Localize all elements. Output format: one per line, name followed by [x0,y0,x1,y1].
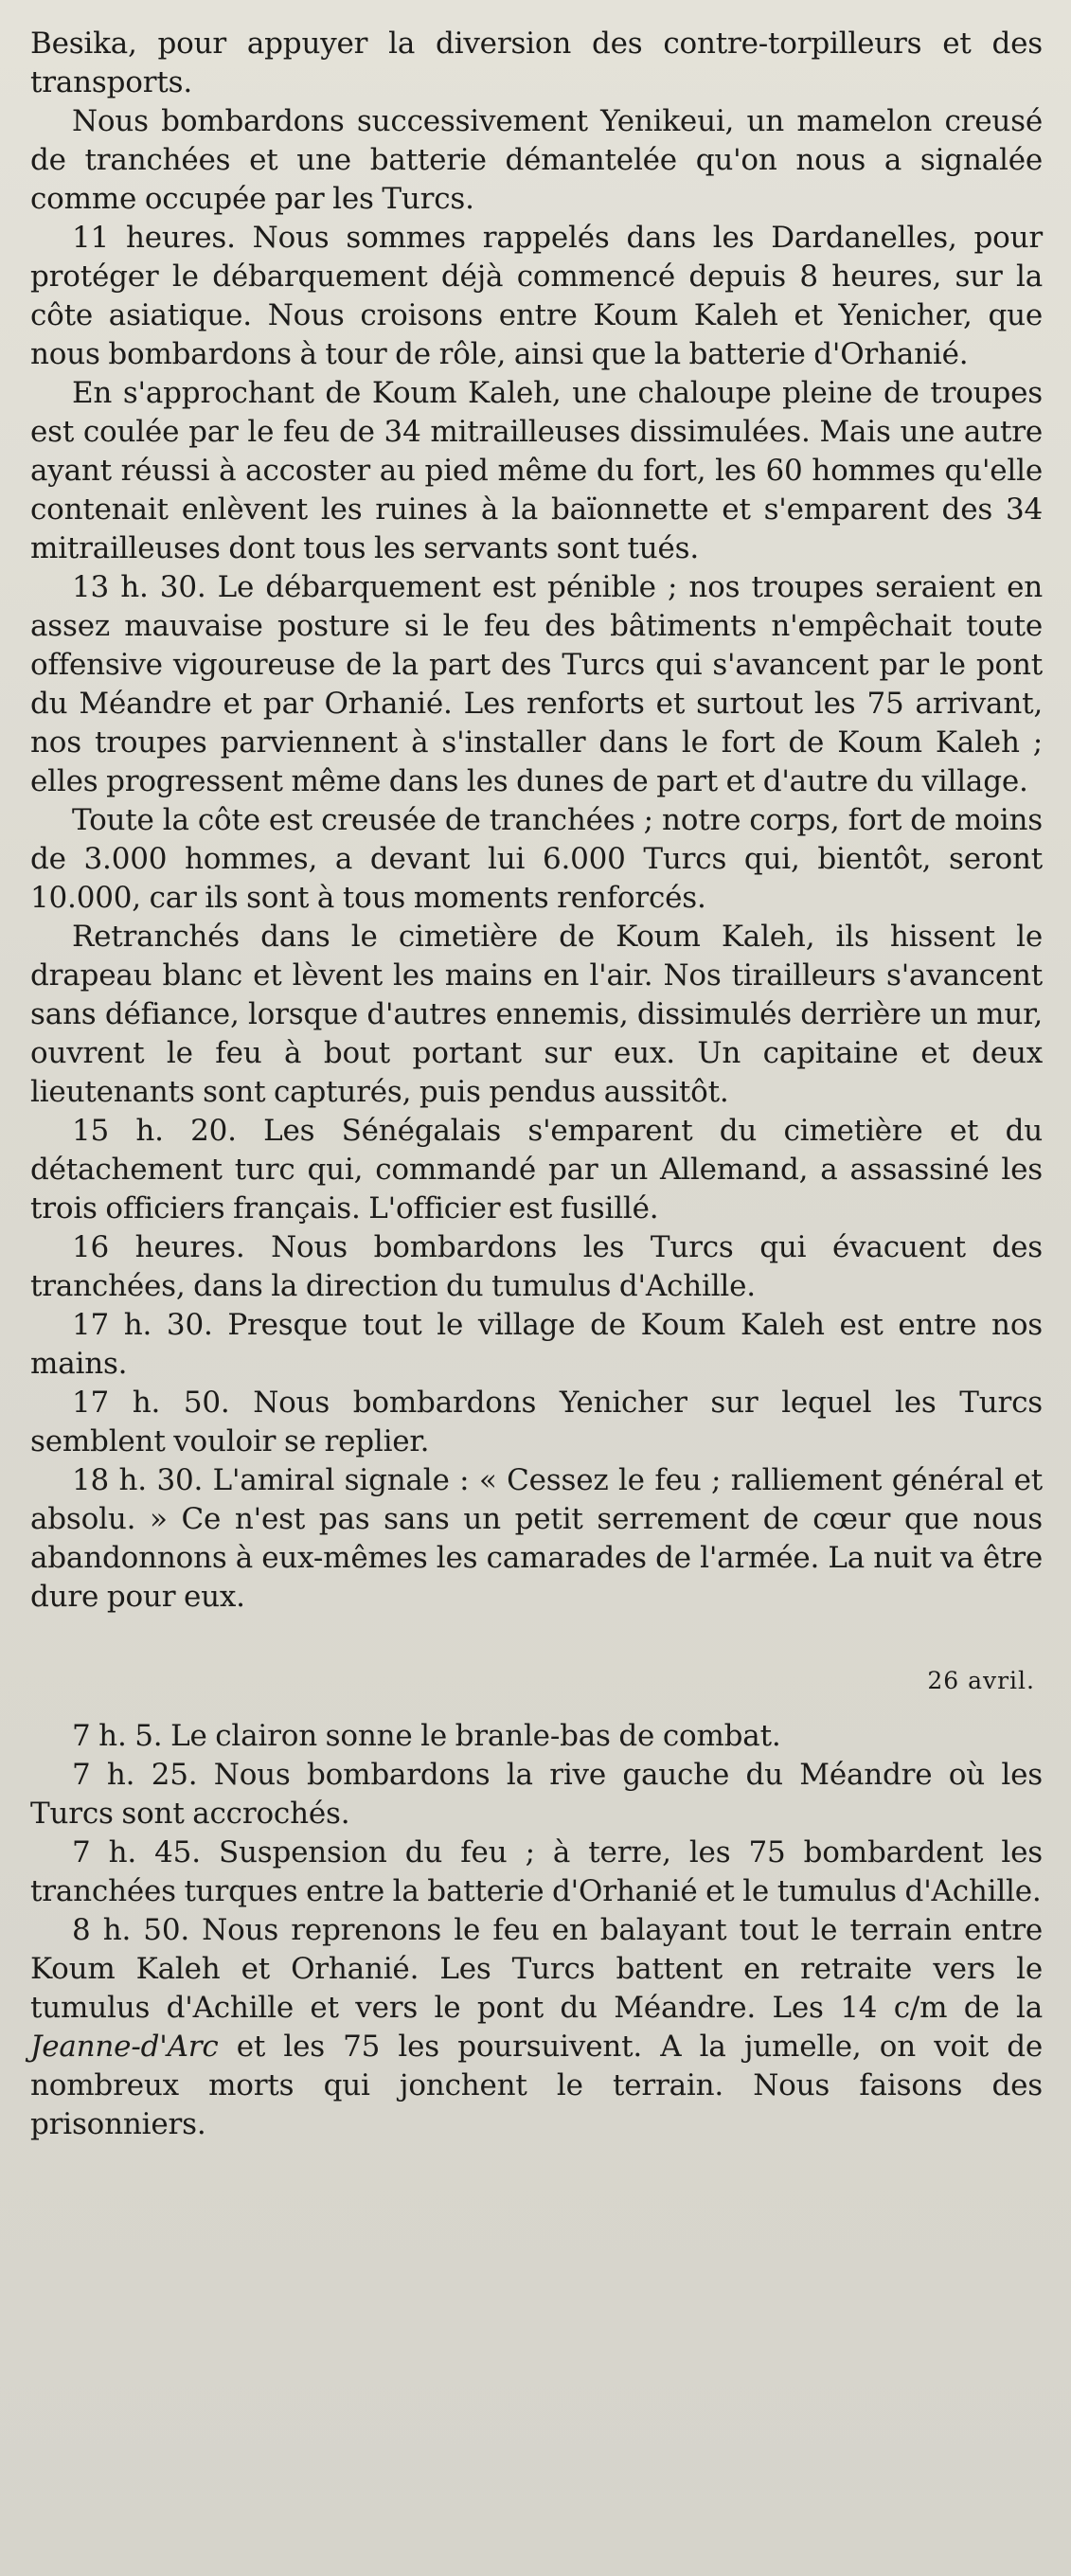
last-paragraph-text-3: et les 75 les poursuivent. A la jumelle, on voit de nombreux morts qui jonchent le terrain. Nous faisons des prisonniers. [30,2030,1043,2141]
date-heading: 26 avril. [927,1667,1035,1694]
text-block-1 [30,25,1043,1617]
text-block-2 [30,1717,1043,2144]
paragraph: 17 h. 30. Presque tout le village de Koum Kaleh est entre nos mains. [30,1308,1043,1381]
paragraph: Toute la côte est creusée de tranchées ; notre corps, fort de moins de 3.000 hommes, a devant lui 6.000 Turcs qui, bientôt, seront 10.000, car ils sont à tous moments renforcés. [30,803,1043,915]
paragraph: 7 h. 5. Le clairon sonne le branle-bas de combat. [72,1719,781,1753]
paragraph: 13 h. 30. Le débarquement est pénible ; nos troupes seraient en assez mauvaise posture si le feu des bâtiments n'empêchait toute offensive vigoureuse de la part des Turcs qui s'avancent par le pont du Méandre et par Orhanié. Les renforts et surtout les 75 arrivant, nos troupes parviennent à s'installer dans le fort de Koum Kaleh ; elles progressent même dans les dunes de part et d'autre du village. [30,570,1043,798]
ship-name: Jeanne-d'Arc [30,2030,219,2064]
paragraph: Nous bombardons successivement Yenikeui, un mamelon creusé de tranchées et une batterie démantelée qu'on nous a signalée comme occupée par les Turcs. [30,104,1043,216]
paragraph: 7 h. 25. Nous bombardons la rive gauche du Méandre où les Turcs sont accrochés. [30,1758,1043,1831]
paragraph: 11 heures. Nous sommes rappelés dans les Dardanelles, pour protéger le débarquement déjà commencé depuis 8 heures, sur la côte asiatique. Nous croisons entre Koum Kaleh et Yenicher, que nous bombardons à tour de rôle, ainsi que la batterie d'Orhanié. [30,221,1043,371]
paragraph: 17 h. 50. Nous bombardons Yenicher sur lequel les Turcs semblent vouloir se replier. [30,1386,1043,1458]
paragraph: Besika, pour appuyer la diversion des contre-torpilleurs et des transports. [30,27,1043,99]
paragraph: Retranchés dans le cimetière de Koum Kaleh, ils hissent le drapeau blanc et lèvent les mains en l'air. Nos tirailleurs s'avancent sans défiance, lorsque d'autres ennemis, dissimulés derrière un mur, ouvrent le feu à bout portant sur eux. Un capitaine et deux lieutenants sont capturés, puis pendus aussitôt. [30,920,1043,1109]
paragraph: 16 heures. Nous bombardons les Turcs qui évacuent des tranchées, dans la direction du tumulus d'Achille. [30,1230,1043,1303]
last-paragraph-text-1: 8 h. 50. Nous reprenons le feu en balayant tout le terrain entre Koum Kaleh et Orhanié. Les Turcs battent en retraite vers le tumulus d'Achille et vers le pont du Méandre. Les 14 [30,1913,1043,2025]
caliber-fraction: c/m [893,1991,948,2025]
paragraph: 7 h. 45. Suspension du feu ; à terre, les 75 bombardent les tranchées turques entre la batterie d'Orhanié et le tumulus d'Achille. [30,1835,1043,1908]
paragraph: 18 h. 30. L'amiral signale : « Cessez le feu ; ralliement général et absolu. » Ce n'est pas sans un petit serrement de cœur que nous abandonnons à eux-mêmes les camarades de l'armée. La nuit va être dure pour eux. [30,1463,1043,1614]
paragraph: En s'approchant de Koum Kaleh, une chaloupe pleine de troupes est coulée par le feu de 34 mitrailleuses dissimulées. Mais une autre ayant réussi à accoster au pied même du fort, les 60 hommes qu'elle contenait enlèvent les ruines à la baïonnette et s'emparent des 34 mitrailleuses dont tous les servants sont tués. [30,376,1043,565]
last-paragraph [30,1911,1043,2144]
paragraph: 15 h. 20. Les Sénégalais s'emparent du cimetière et du détachement turc qui, commandé par un Allemand, a assassiné les trois officiers français. L'officier est fusillé. [30,1114,1043,1225]
last-paragraph-text-2: de la [947,1991,1043,2025]
